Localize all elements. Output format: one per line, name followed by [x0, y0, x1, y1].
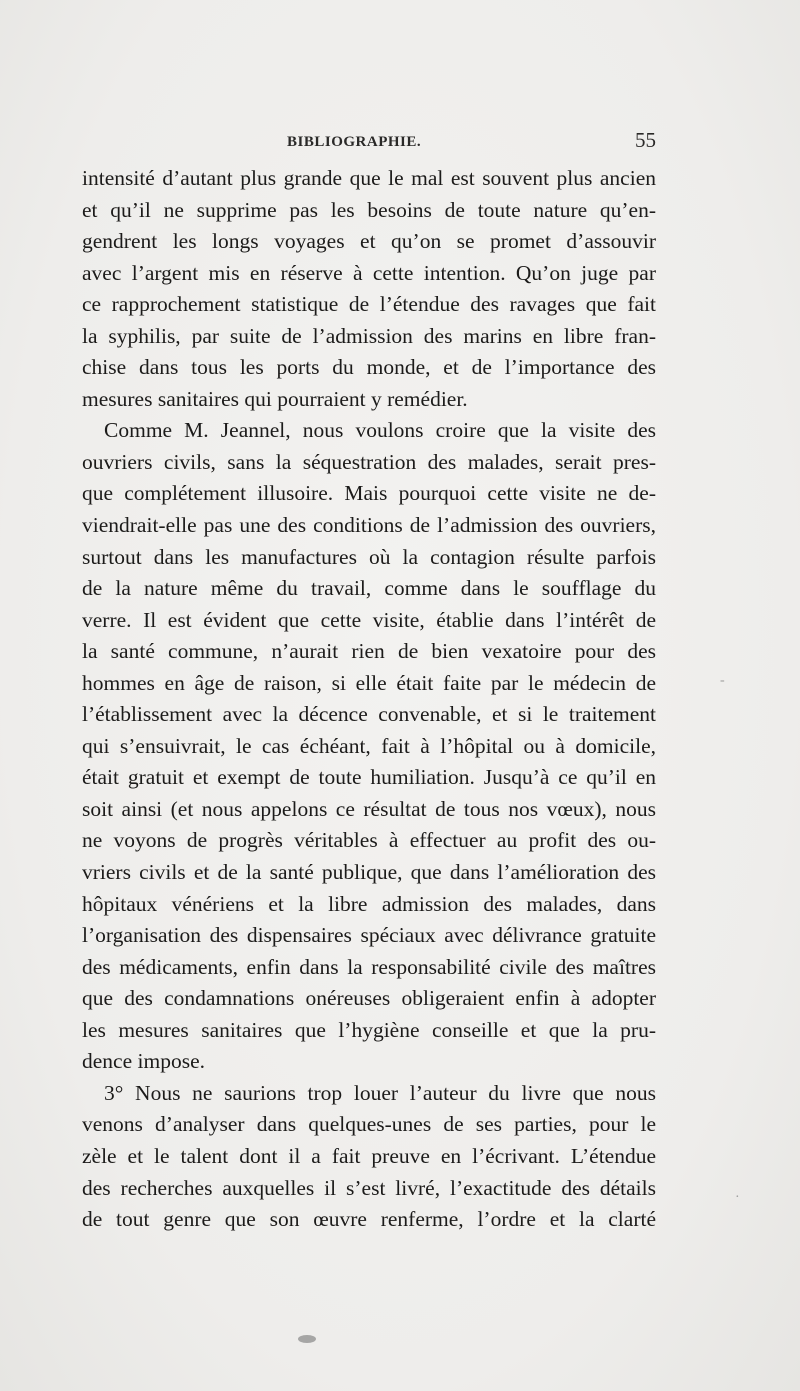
text-line: avec l’argent mis en réserve à cette intention. Qu’on juge par	[82, 260, 656, 285]
text-line: ce rapprochement statistique de l’étendue des ravages que fait	[82, 292, 656, 317]
text-line: qui s’ensuivrait, le cas échéant, fait à l’hôpital ou à domicile,	[82, 733, 656, 758]
text-line: viendrait-elle pas une des conditions de l’admission des ouvriers,	[82, 513, 656, 538]
margin-speck: ·	[735, 1190, 740, 1205]
text-line: gendrent les longs voyages et qu’on se promet d’assouvir	[82, 229, 656, 254]
text-line: dence impose.	[82, 1049, 205, 1074]
text-line: soit ainsi (et nous appelons ce résultat de tous nos vœux), nous	[82, 796, 656, 821]
text-line: que des condamnations onéreuses obligeraient enfin à adopter	[82, 986, 656, 1011]
text-line: les mesures sanitaires que l’hygiène conseille et que la pru-	[82, 1017, 656, 1042]
text-line: vriers civils et de la santé publique, que dans l’amélioration des	[82, 860, 656, 885]
text-line: chise dans tous les ports du monde, et de l’importance des	[82, 355, 656, 380]
text-line: l’établissement avec la décence convenable, et si le traitement	[82, 702, 656, 727]
text-line: la santé commune, n’aurait rien de bien vexatoire pour des	[82, 639, 656, 664]
running-title: BIBLIOGRAPHIE.	[287, 134, 422, 150]
text-line: des recherches auxquelles il s’est livré, l’exactitude des détails	[82, 1175, 656, 1200]
text-line: surtout dans les manufactures où la contagion résulte parfois	[82, 544, 656, 569]
margin-speck: -	[720, 673, 725, 688]
text-line: que complétement illusoire. Mais pourquoi cette visite ne de-	[82, 481, 656, 506]
text-line: et qu’il ne supprime pas les besoins de toute nature qu’en-	[82, 197, 656, 222]
text-line: intensité d’autant plus grande que le mal est souvent plus ancien	[82, 166, 656, 190]
text-line: mesures sanitaires qui pourraient y remédier.	[82, 386, 468, 411]
text-line: venons d’analyser dans quelques-unes de ses parties, pour le	[82, 1112, 656, 1137]
text-line: l’organisation des dispensaires spéciaux avec délivrance gratuite	[82, 923, 656, 948]
text-line: zèle et le talent dont il a fait preuve en l’écrivant. L’étendue	[82, 1143, 656, 1168]
running-head	[82, 128, 656, 158]
text-line: la syphilis, par suite de l’admission des marins en libre fran-	[82, 323, 656, 348]
text-line: Comme M. Jeannel, nous voulons croire que la visite des	[104, 418, 656, 443]
text-line: ouvriers civils, sans la séquestration des malades, serait pres-	[82, 449, 656, 474]
body-text	[82, 163, 656, 1236]
text-line: hôpitaux vénériens et la libre admission des malades, dans	[82, 891, 656, 916]
text-line: des médicaments, enfin dans la responsabilité civile des maîtres	[82, 954, 656, 979]
text-line: ne voyons de progrès véritables à effectuer au profit des ou-	[82, 828, 656, 853]
text-line: était gratuit et exempt de toute humiliation. Jusqu’à ce qu’il en	[82, 765, 656, 790]
text-line: hommes en âge de raison, si elle était faite par le médecin de	[82, 670, 656, 695]
text-line: de la nature même du travail, comme dans le soufflage du	[82, 576, 656, 601]
ink-smudge	[298, 1335, 316, 1343]
page-number: 55	[635, 128, 656, 152]
text-line: verre. Il est évident que cette visite, établie dans l’intérêt de	[82, 607, 656, 632]
text-line: 3° Nous ne saurions trop louer l’auteur du livre que nous	[104, 1080, 656, 1105]
text-line: de tout genre que son œuvre renferme, l’ordre et la clarté	[82, 1207, 656, 1232]
